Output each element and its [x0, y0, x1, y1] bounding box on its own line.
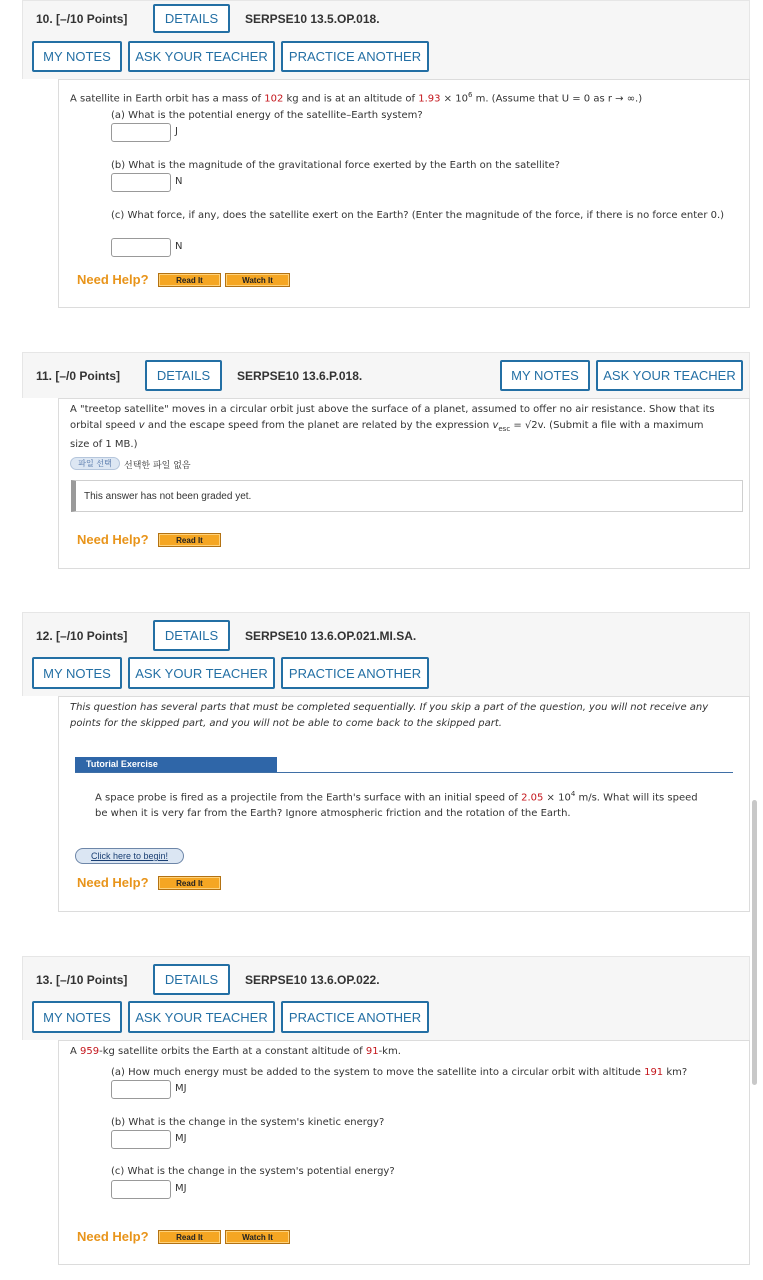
q12-number-points: 12. [–/10 Points] [36, 629, 128, 643]
q11-my-notes-button[interactable]: MY NOTES [500, 360, 590, 391]
q12-problem-text: A space probe is fired as a projectile from the Earth's surface with an initial speed of $2.05 \times 10^4$ m/s. What will its speed be when it is very far from the Earth? Ignore atmospheric friction and the rotation of the Earth. [95, 790, 698, 820]
q12-tutorial-header [75, 757, 733, 773]
q10-answer-b-input[interactable] [111, 173, 171, 192]
q11-no-file-label: 선택한 파일 없음 [124, 461, 191, 471]
q12-practice-another-button[interactable]: PRACTICE ANOTHER [281, 657, 429, 689]
q12-ask-teacher-button[interactable]: ASK YOUR TEACHER [128, 657, 275, 689]
q10-unit-b: N [175, 176, 183, 187]
q13-read-it-button[interactable]: Read It [158, 1230, 221, 1244]
q12-tutorial-label: Tutorial Exercise [75, 757, 277, 772]
q11-need-help: Need Help? [77, 532, 149, 547]
q13-unit-a: MJ [175, 1083, 187, 1094]
q10-read-it-button[interactable]: Read It [158, 273, 221, 287]
q13-answer-a-input[interactable] [111, 1080, 171, 1099]
q12-sequential-note: This question has several parts that must be completed sequentially. If you skip a part of the question, you will not receive any points for the skipped part, and you will not be able to come back to the skipped part. [70, 702, 709, 729]
q13-unit-b: MJ [175, 1133, 187, 1144]
q11-question-code: SERPSE10 13.6.P.018. [237, 369, 363, 383]
q12-begin-button[interactable]: Click here to begin! [75, 848, 184, 864]
q10-need-help: Need Help? [77, 272, 149, 287]
q13-part-a: (a) How much energy must be added to the system to move the satellite into a circular orbit with altitude 191 km? [111, 1067, 688, 1078]
q12-my-notes-button[interactable]: MY NOTES [32, 657, 122, 689]
q10-watch-it-button[interactable]: Watch It [225, 273, 290, 287]
q10-answer-a-input[interactable] [111, 123, 171, 142]
q10-practice-another-button[interactable]: PRACTICE ANOTHER [281, 41, 429, 72]
q13-intro: A 959-kg satellite orbits the Earth at a constant altitude of 91-km. [70, 1046, 401, 1057]
q10-ask-teacher-button[interactable]: ASK YOUR TEACHER [128, 41, 275, 72]
q13-answer-c-input[interactable] [111, 1180, 171, 1199]
q10-part-b: (b) What is the magnitude of the gravitational force exerted by the Earth on the satellite? [111, 160, 560, 171]
q13-part-b: (b) What is the change in the system's kinetic energy? [111, 1117, 385, 1128]
q10-part-c: (c) What force, if any, does the satellite exert on the Earth? (Enter the magnitude of the force, if there is no force enter 0.) [111, 210, 725, 221]
q11-details-button[interactable]: DETAILS [145, 360, 222, 391]
q13-answer-b-input[interactable] [111, 1130, 171, 1149]
q11-file-select-button[interactable]: 파일 선택 [70, 457, 120, 470]
q11-not-graded-text: This answer has not been graded yet. [84, 491, 252, 502]
page-scrollbar[interactable] [752, 800, 757, 1085]
q13-part-c: (c) What is the change in the system's potential energy? [111, 1166, 395, 1177]
q10-details-button[interactable]: DETAILS [153, 4, 230, 33]
q12-details-button[interactable]: DETAILS [153, 620, 230, 651]
q10-answer-c-input[interactable] [111, 238, 171, 257]
q10-part-a: (a) What is the potential energy of the satellite–Earth system? [111, 110, 423, 121]
q13-number-points: 13. [–/10 Points] [36, 973, 128, 987]
q11-ask-teacher-button[interactable]: ASK YOUR TEACHER [596, 360, 743, 391]
q13-details-button[interactable]: DETAILS [153, 964, 230, 995]
q10-unit-a: J [175, 126, 178, 137]
q13-practice-another-button[interactable]: PRACTICE ANOTHER [281, 1001, 429, 1033]
q13-need-help: Need Help? [77, 1229, 149, 1244]
q12-read-it-button[interactable]: Read It [158, 876, 221, 890]
q10-my-notes-button[interactable]: MY NOTES [32, 41, 122, 72]
q11-read-it-button[interactable]: Read It [158, 533, 221, 547]
q10-unit-c: N [175, 241, 183, 252]
q10-intro: A satellite in Earth orbit has a mass of 102 kg and is at an altitude of $1.93 \times 10^6$ m. (Assume that U = 0 as r → ∞.) [70, 91, 643, 105]
q13-my-notes-button[interactable]: MY NOTES [32, 1001, 122, 1033]
q11-number-points: 11. [–/0 Points] [36, 369, 121, 383]
q11-problem-text: A "treetop satellite" moves in a circular orbit just above the surface of a planet, assumed to offer no air resistance. Show that its orbital speed v and the escape speed from the planet are related by the expression $v_{esc} = √2v$. (Submit a file with a maximum size of 1 MB.) [70, 404, 715, 450]
q13-unit-c: MJ [175, 1183, 187, 1194]
q13-watch-it-button[interactable]: Watch It [225, 1230, 290, 1244]
q12-need-help: Need Help? [77, 875, 149, 890]
q12-question-code: SERPSE10 13.6.OP.021.MI.SA. [245, 629, 417, 643]
q11-grading-notice [71, 480, 743, 512]
q13-ask-teacher-button[interactable]: ASK YOUR TEACHER [128, 1001, 275, 1033]
q10-number-points: 10. [–/10 Points] [36, 12, 128, 26]
q10-question-code: SERPSE10 13.5.OP.018. [245, 12, 380, 26]
q13-question-code: SERPSE10 13.6.OP.022. [245, 973, 380, 987]
